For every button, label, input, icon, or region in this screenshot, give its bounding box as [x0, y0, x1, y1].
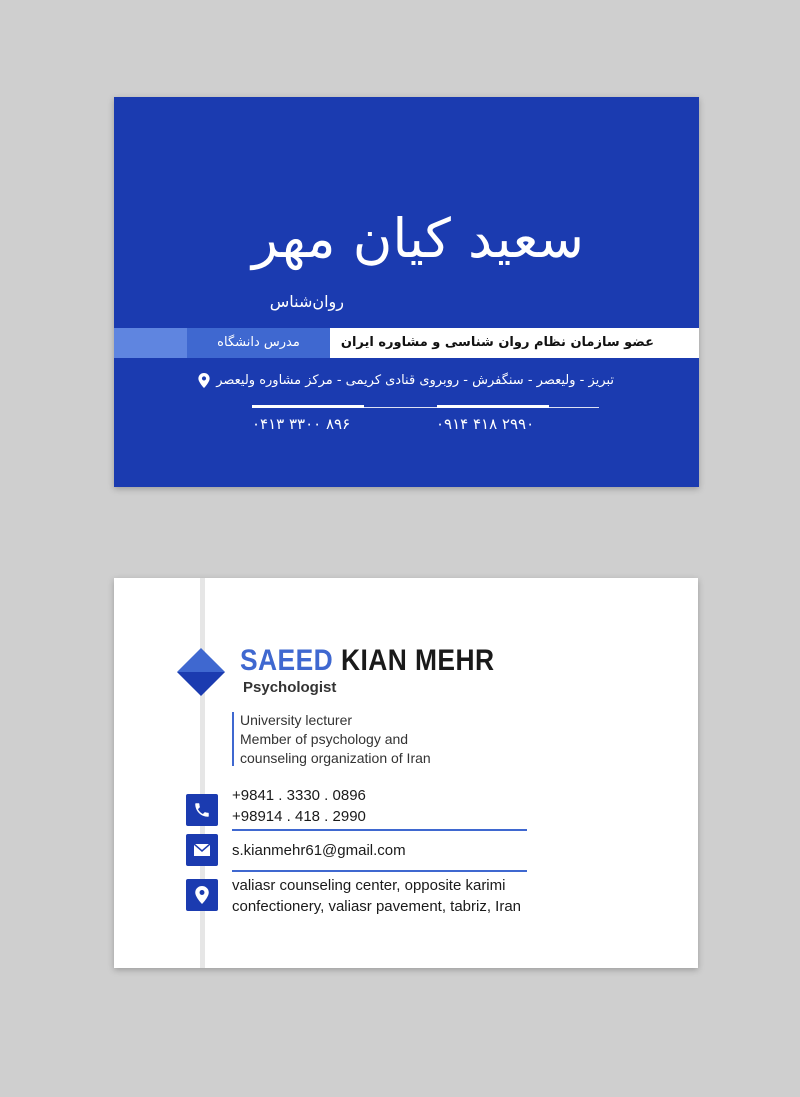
credentials-block	[240, 711, 431, 768]
membership-label: عضو سازمان نظام روان شناسی و مشاوره ایران	[330, 328, 699, 358]
phone-icon	[186, 794, 218, 826]
phone-underline-right	[437, 405, 549, 408]
english-name	[240, 644, 494, 678]
persian-phone-landline: ۰۴۱۳ ۳۳۰۰ ۸۹۶	[252, 415, 351, 433]
location-pin-icon	[198, 373, 210, 388]
credential-line: University lecturer	[240, 712, 353, 728]
first-name: SAEED	[240, 644, 334, 677]
address-line: valiasr counseling center, opposite karimi	[232, 877, 506, 894]
location-pin-icon	[186, 879, 218, 911]
email-address: s.kianmehr61@gmail.com	[232, 842, 406, 859]
mail-icon	[186, 834, 218, 866]
contact-divider	[232, 829, 527, 831]
contact-divider	[232, 870, 527, 872]
info-strip	[114, 328, 699, 358]
persian-job-title: روان‌شناس	[269, 292, 344, 311]
business-card-back	[114, 578, 698, 968]
credential-line: Member of psychology and	[240, 731, 409, 747]
english-job-title: Psychologist	[243, 679, 337, 696]
info-accent-bar	[232, 712, 234, 766]
phone-numbers	[232, 785, 366, 827]
phone-landline: +9841 . 3330 . 0896	[232, 787, 366, 804]
diamond-logo	[177, 648, 225, 696]
business-card-front	[114, 97, 699, 487]
persian-name: سعید کیان مهر	[252, 207, 584, 270]
lecturer-label: مدرس دانشگاه	[187, 328, 330, 358]
persian-address-text: تبریز - ولیعصر - سنگفرش - روبروی قنادی کریمی - مرکز مشاوره ولیعصر	[216, 373, 614, 388]
phone-underline-left	[252, 405, 364, 408]
postal-address	[232, 875, 521, 917]
address-line: confectionery, valiasr pavement, tabriz, Iran	[232, 898, 522, 915]
strip-accent-block	[114, 328, 187, 358]
last-name: KIAN MEHR	[340, 644, 495, 677]
persian-phone-mobile: ۰۹۱۴ ۴۱۸ ۲۹۹۰	[436, 415, 535, 433]
phone-mobile: +98914 . 418 . 2990	[232, 808, 366, 825]
persian-address	[198, 373, 614, 388]
credential-line: counseling organization of Iran	[240, 750, 431, 766]
